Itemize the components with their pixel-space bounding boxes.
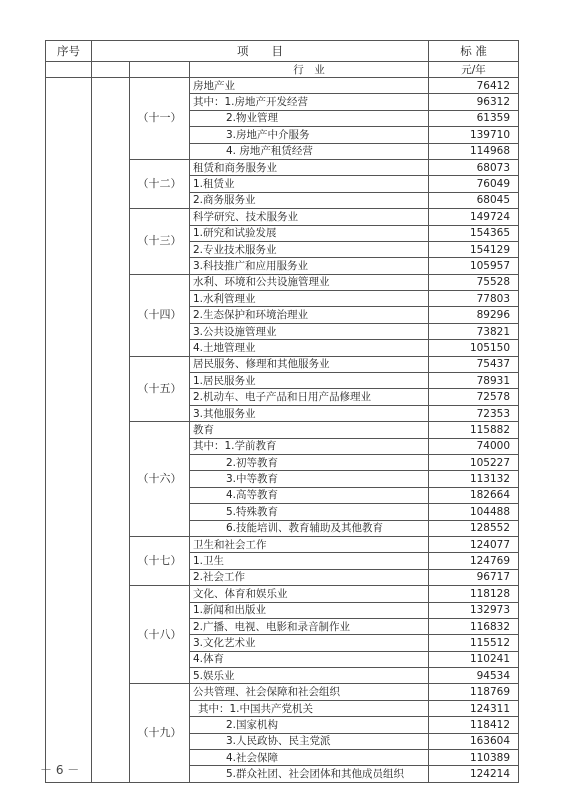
group-code: （十四） xyxy=(130,274,190,356)
industry-label: 2.国家机构 xyxy=(190,717,429,733)
industry-label: 4.社会保障 xyxy=(190,750,429,766)
group-code: （十八） xyxy=(130,586,190,684)
industry-label: 1.新闻和出版业 xyxy=(190,602,429,618)
standard-value: 68073 xyxy=(429,159,519,175)
wage-standard-table xyxy=(45,40,519,783)
standard-value: 118769 xyxy=(429,684,519,700)
industry-label: 2.商务服务业 xyxy=(190,192,429,208)
seq-column-cell xyxy=(46,78,92,783)
industry-label: 2.专业技术服务业 xyxy=(190,241,429,257)
industry-label: 3.中等教育 xyxy=(190,471,429,487)
industry-label: 居民服务、修理和其他服务业 xyxy=(190,356,429,372)
standard-value: 124769 xyxy=(429,553,519,569)
standard-value: 139710 xyxy=(429,127,519,143)
industry-label: 公共管理、社会保障和社会组织 xyxy=(190,684,429,700)
group-code: （十五） xyxy=(130,356,190,422)
industry-label: 租赁和商务服务业 xyxy=(190,159,429,175)
industry-label: 其中：1.房地产开发经营 xyxy=(190,94,429,110)
standard-value: 128552 xyxy=(429,520,519,536)
industry-label: 2.机动车、电子产品和日用产品修理业 xyxy=(190,389,429,405)
industry-label: 房地产业 xyxy=(190,78,429,94)
standard-value: 124214 xyxy=(429,766,519,782)
standard-value: 94534 xyxy=(429,668,519,684)
industry-label: 2.初等教育 xyxy=(190,454,429,470)
standard-value: 154129 xyxy=(429,241,519,257)
standard-value: 116832 xyxy=(429,618,519,634)
standard-value: 72578 xyxy=(429,389,519,405)
standard-value: 115882 xyxy=(429,422,519,438)
standard-value: 89296 xyxy=(429,307,519,323)
industry-label: 2.广播、电视、电影和录音制作业 xyxy=(190,618,429,634)
standard-value: 132973 xyxy=(429,602,519,618)
industry-label: 教育 xyxy=(190,422,429,438)
standard-value: 96312 xyxy=(429,94,519,110)
industry-label: 水利、环境和公共设施管理业 xyxy=(190,274,429,290)
standard-value: 75437 xyxy=(429,356,519,372)
industry-label: 4.体育 xyxy=(190,651,429,667)
standard-value: 110389 xyxy=(429,750,519,766)
standard-value: 154365 xyxy=(429,225,519,241)
standard-value: 61359 xyxy=(429,110,519,126)
standard-value: 118412 xyxy=(429,717,519,733)
industry-label: 5.群众社团、社会团体和其他成员组织 xyxy=(190,766,429,782)
standard-value: 105957 xyxy=(429,258,519,274)
industry-label: 5.娱乐业 xyxy=(190,668,429,684)
industry-label: 2.社会工作 xyxy=(190,569,429,585)
group-code: （十二） xyxy=(130,159,190,208)
page-number: － 6 － xyxy=(40,763,80,777)
standard-value: 74000 xyxy=(429,438,519,454)
standard-value: 114968 xyxy=(429,143,519,159)
industry-label: 3.文化艺术业 xyxy=(190,635,429,651)
industry-label: 1.水利管理业 xyxy=(190,291,429,307)
header-row xyxy=(46,41,519,62)
standard-value: 77803 xyxy=(429,291,519,307)
industry-label: 1.研究和试验发展 xyxy=(190,225,429,241)
standard-value: 78931 xyxy=(429,373,519,389)
industry-label: 2.生态保护和环境治理业 xyxy=(190,307,429,323)
industry-label: 1.租赁业 xyxy=(190,176,429,192)
industry-label: 1.居民服务业 xyxy=(190,373,429,389)
blank-column-cell xyxy=(92,78,130,783)
standard-value: 68045 xyxy=(429,192,519,208)
industry-label: 4.土地管理业 xyxy=(190,340,429,356)
seq-blank-cell xyxy=(46,62,92,78)
item-header: 项 目 xyxy=(92,41,429,62)
subheader-row xyxy=(46,62,519,78)
unit-header: 元/年 xyxy=(429,62,519,78)
standard-value: 110241 xyxy=(429,651,519,667)
standard-value: 72353 xyxy=(429,405,519,421)
standard-value: 75528 xyxy=(429,274,519,290)
standard-value: 182664 xyxy=(429,487,519,503)
industry-label: 3.房地产中介服务 xyxy=(190,127,429,143)
table-row xyxy=(46,78,519,94)
industry-label: 其中：1.中国共产党机关 xyxy=(190,700,429,716)
industry-label: 4.高等教育 xyxy=(190,487,429,503)
group-code: （十一） xyxy=(130,78,190,160)
group-code: （十七） xyxy=(130,536,190,585)
standard-header: 标 准 xyxy=(429,41,519,62)
standard-value: 124077 xyxy=(429,536,519,552)
industry-label: 5.特殊教育 xyxy=(190,504,429,520)
industry-label: 文化、体育和娱乐业 xyxy=(190,586,429,602)
blank-cell xyxy=(92,62,130,78)
standard-value: 124311 xyxy=(429,700,519,716)
standard-value: 118128 xyxy=(429,586,519,602)
standard-value: 105150 xyxy=(429,340,519,356)
group-code: （十九） xyxy=(130,684,190,782)
seq-header: 序号 xyxy=(46,41,92,62)
industry-label: 其中：1.学前教育 xyxy=(190,438,429,454)
standard-value: 76412 xyxy=(429,78,519,94)
standard-value: 113132 xyxy=(429,471,519,487)
industry-label: 3.其他服务业 xyxy=(190,405,429,421)
industry-label: 3.人民政协、民主党派 xyxy=(190,733,429,749)
standard-value: 76049 xyxy=(429,176,519,192)
industry-label: 1.卫生 xyxy=(190,553,429,569)
industry-label: 卫生和社会工作 xyxy=(190,536,429,552)
standard-value: 163604 xyxy=(429,733,519,749)
blank-cell xyxy=(130,62,190,78)
industry-label: 科学研究、技术服务业 xyxy=(190,209,429,225)
standard-value: 104488 xyxy=(429,504,519,520)
standard-value: 73821 xyxy=(429,323,519,339)
group-code: （十三） xyxy=(130,209,190,275)
industry-label: 3.公共设施管理业 xyxy=(190,323,429,339)
standard-value: 96717 xyxy=(429,569,519,585)
standard-value: 105227 xyxy=(429,454,519,470)
industry-label: 6.技能培训、教育辅助及其他教育 xyxy=(190,520,429,536)
industry-header: 行 业 xyxy=(190,62,429,78)
industry-label: 4. 房地产租赁经营 xyxy=(190,143,429,159)
standard-value: 149724 xyxy=(429,209,519,225)
group-code: （十六） xyxy=(130,422,190,537)
standard-value: 115512 xyxy=(429,635,519,651)
industry-label: 3.科技推广和应用服务业 xyxy=(190,258,429,274)
industry-label: 2.物业管理 xyxy=(190,110,429,126)
